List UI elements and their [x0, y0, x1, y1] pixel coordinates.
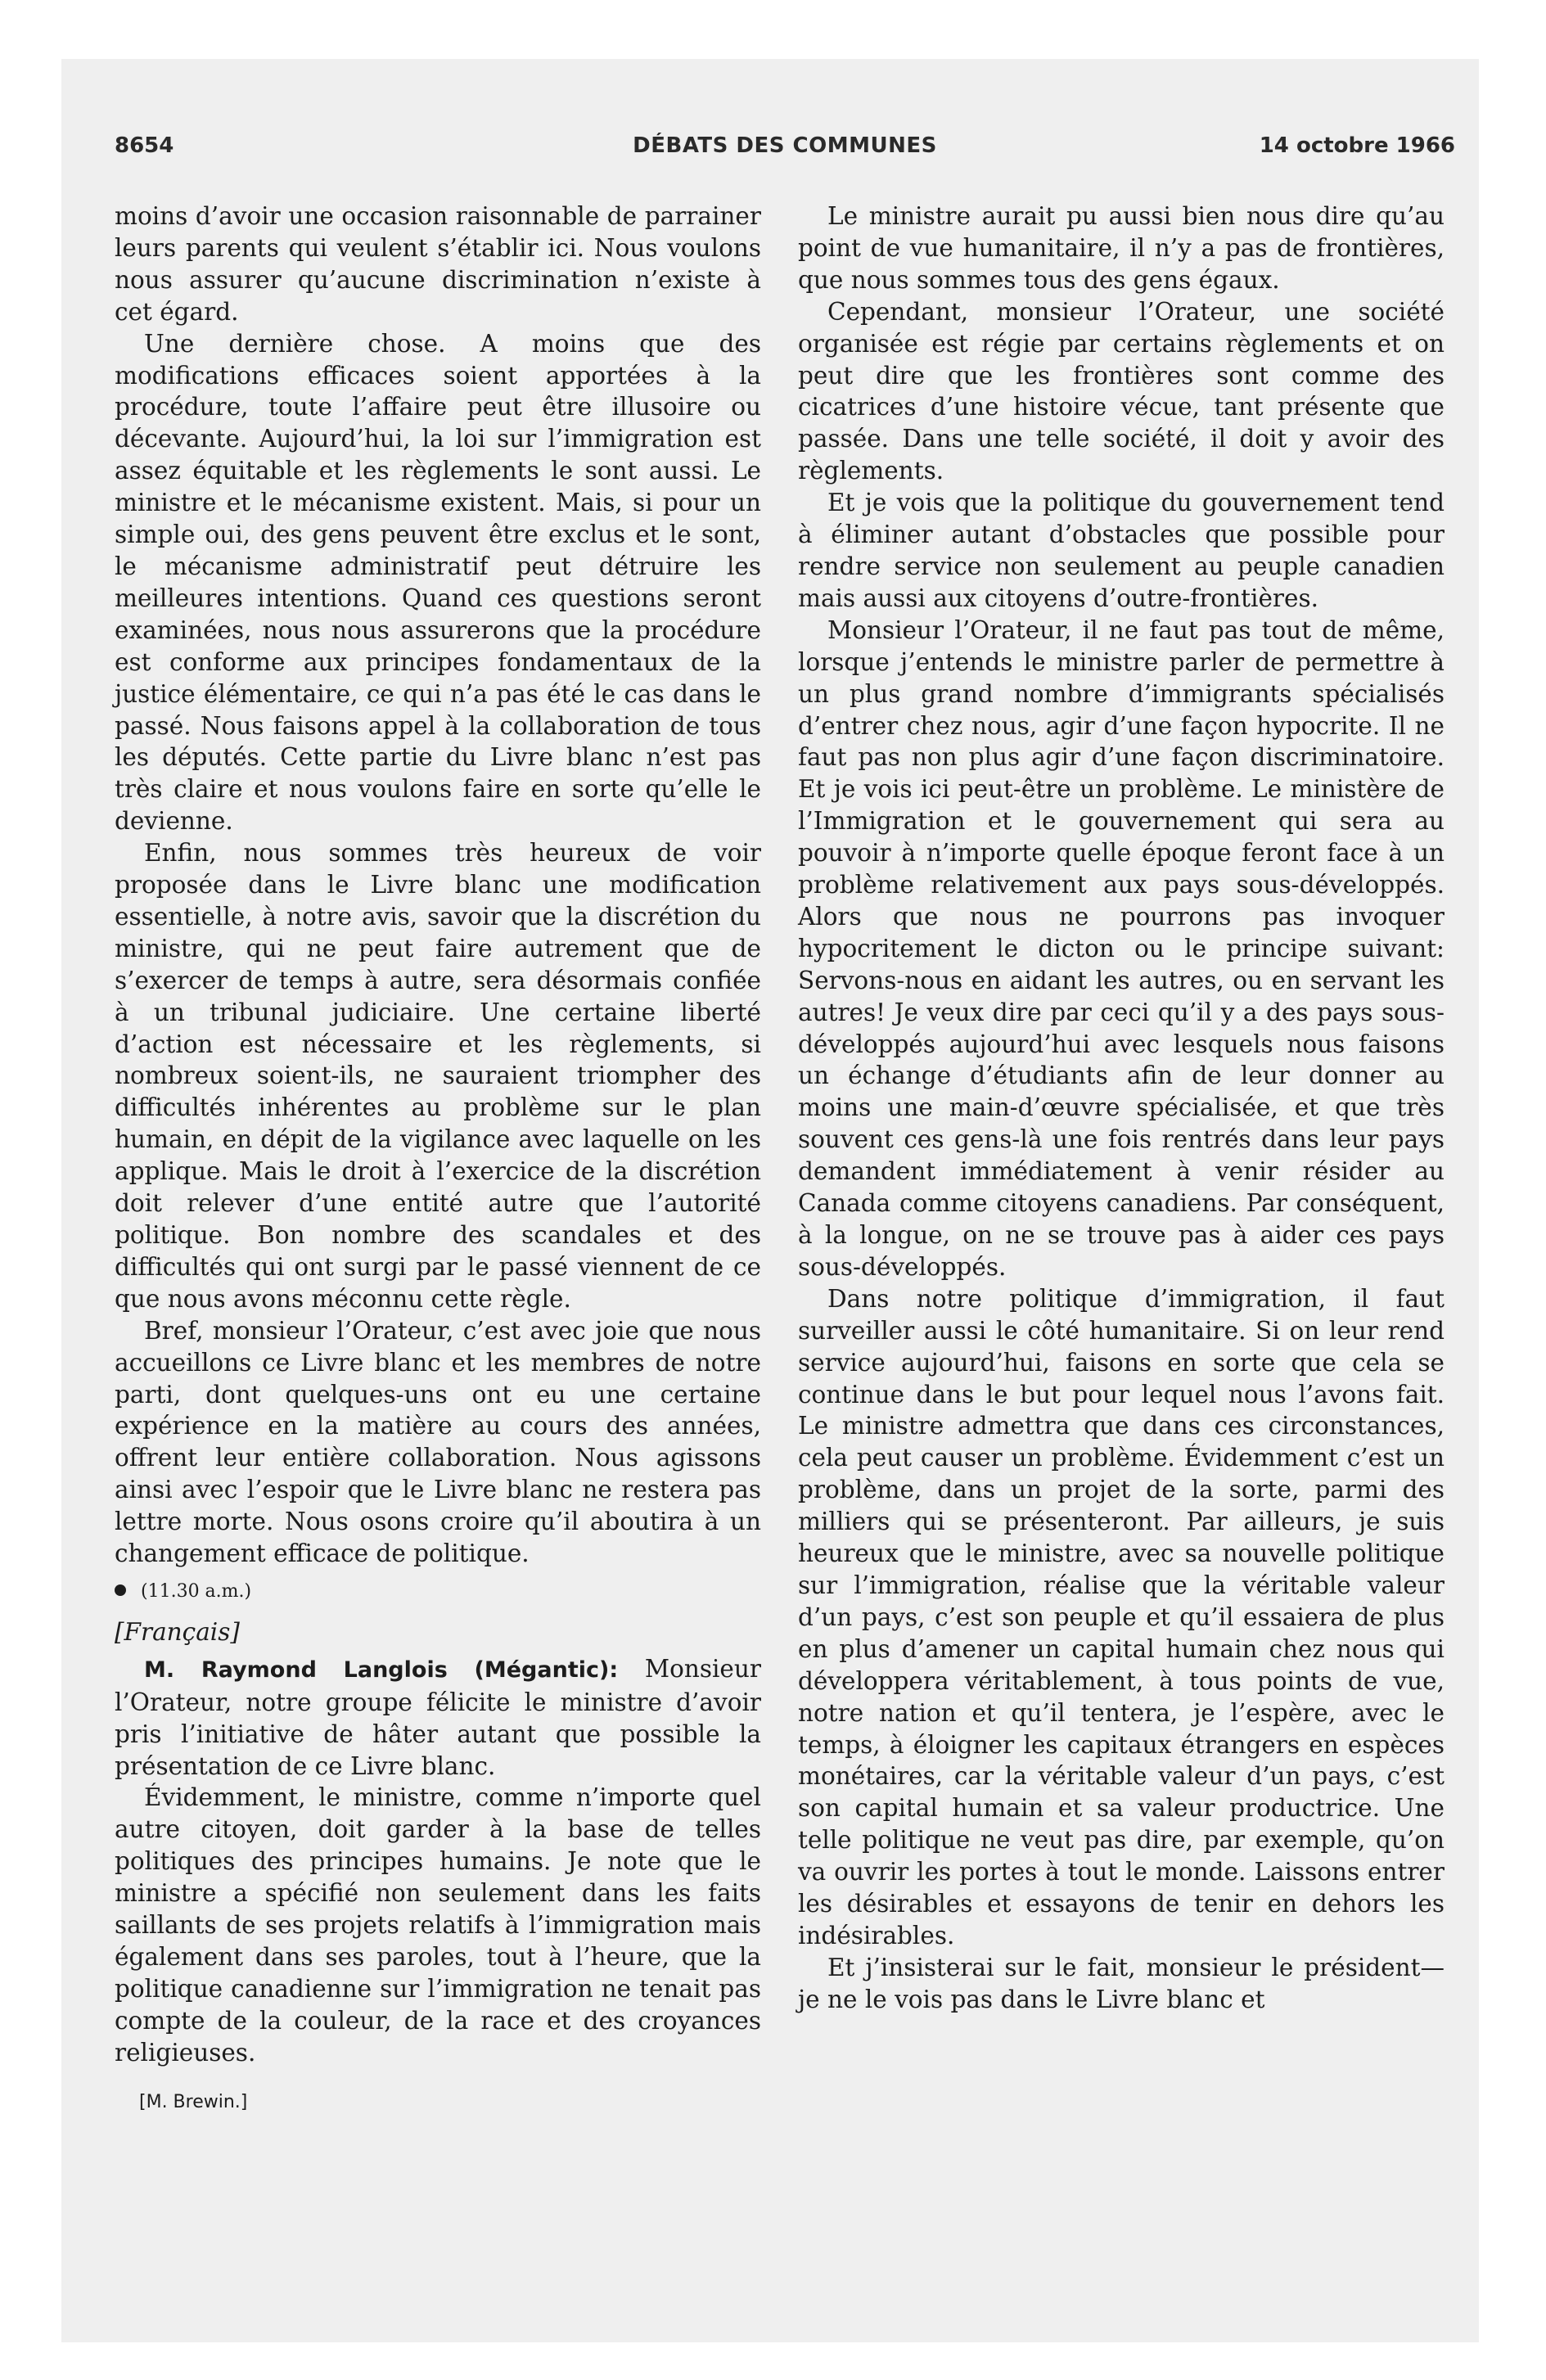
paragraph: moins d’avoir une occasion raisonnable de parrainer leurs parents qui veulent s’établir ici. Nous voulons nous assurer qu’aucune discrimination n’existe à cet égard.: [115, 202, 761, 326]
paragraph: Une dernière chose. A moins que des modifications efficaces soient apportées à la procédure, toute l’affaire peut être illusoire ou décevante. Aujourd’hui, la loi sur l’immigration est assez équitable et les règlements le sont aussi. Le ministre et le mécanisme existent. Mais, si pour un simple oui, des gens peuvent être exclus et le sont, le mécanisme administratif peut détruire les meilleures intentions. Quand ces questions seront examinées, nous nous assurerons que la procédure est conforme aux principes fondamentaux de la justice élémentaire, ce qui n’a pas été le cas dans le passé. Nous faisons appel à la collaboration de tous les députés. Cette partie du Livre blanc n’est pas très claire et nous voulons faire en sorte qu’elle le devienne.: [115, 329, 761, 836]
page-header: [115, 133, 1455, 169]
paragraph: Et je vois que la politique du gouvernement tend à éliminer autant d’obstacles que possible pour rendre service non seulement au peuple canadien mais aussi aux citoyens d’outre-frontières.: [798, 489, 1445, 612]
left-column: [115, 201, 761, 2118]
paragraph: Bref, monsieur l’Orateur, c’est avec joie que nous accueillons ce Livre blanc et les membres de notre parti, dont quelques-uns ont eu une certaine expérience en la matière au cours des années, offrent leur entière collaboration. Nous agissons ainsi avec l’espoir que le Livre blanc ne restera pas lettre morte. Nous osons croire qu’il aboutira à un changement efficace de politique.: [115, 1316, 761, 1568]
issue-date: 14 octobre 1966: [1259, 133, 1455, 158]
paragraph: Enfin, nous sommes très heureux de voir proposée dans le Livre blanc une modification essentielle, à notre avis, savoir que la discrétion du ministre, qui ne peut faire autrement que de s’exercer de temps à autre, sera désormais confiée à un tribunal judiciaire. Une certaine liberté d’action est nécessaire et les règlements, si nombreux soient-ils, ne sauraient triompher des difficultés inhérentes au problème sur le plan humain, en dépit de la vigilance avec laquelle on les applique. Mais le droit à l’exercice de la discrétion doit relever d’une entité autre que l’autorité politique. Bon nombre des scandales et des difficultés qui ont surgi par le passé viennent de ce que nous avons méconnu cette règle.: [115, 839, 761, 1313]
paragraph: Et j’insisterai sur le fait, monsieur le président—je ne le vois pas dans le Livre blanc et: [798, 1953, 1445, 2013]
time-marker: [115, 1576, 761, 1608]
paragraph: Cependant, monsieur l’Orateur, une société organisée est régie par certains règlements et on peut dire que les frontières sont comme des cicatrices d’une histoire vécue, tant présente que passée. Dans une telle société, il doit y avoir des règlements.: [798, 297, 1445, 485]
right-column: [798, 201, 1445, 2016]
footer-speaker: [M. Brewin.]: [139, 2091, 248, 2112]
time-marker-text: (11.30 a.m.): [141, 1580, 252, 1602]
paragraph: Monsieur l’Orateur, il ne faut pas tout de même, lorsque j’entends le ministre parler de permettre à un plus grand nombre d’immigrants spécialisés d’entrer chez nous, agir d’une façon hypocrite. Il ne faut pas non plus agir d’une façon discriminatoire. Et je vois ici peut-être un problème. Le ministère de l’Immigration et le gouvernement qui sera au pouvoir à n’importe quelle époque feront face à un problème relativement aux pays sous-développés. Alors que nous ne pourrons pas invoquer hypocritement le dicton ou le principe suivant: Servons-nous en aidant les autres, ou en servant les autres! Je veux dire par ceci qu’il y a des pays sous-développés aujourd’hui avec lesquels nous faisons un échange d’étudiants afin de leur donner au moins une main-d’œuvre spécialisée, et que très souvent ces gens-là une fois rentrés dans leur pays demandent immédiatement à venir résider au Canada comme citoyens canadiens. Par conséquent, à la longue, on ne se trouve pas à aider ces pays sous-développés.: [798, 615, 1445, 1281]
page-number: 8654: [115, 133, 174, 158]
speaker-paragraph: [115, 1653, 761, 1783]
language-note: [Français]: [115, 1617, 240, 1646]
journal-title: DÉBATS DES COMMUNES: [633, 133, 937, 158]
speaker-text: Monsieur l’Orateur, notre groupe félicite le ministre d’avoir pris l’initiative de hâter autant que possible la présentation de ce Livre blanc.: [115, 1654, 761, 1780]
paragraph: Le ministre aurait pu aussi bien nous dire qu’au point de vue humanitaire, il n’y a pas de frontières, que nous sommes tous des gens égaux.: [798, 202, 1445, 294]
paragraph: Évidemment, le ministre, comme n’importe quel autre citoyen, doit garder à la base de telles politiques des principes humains. Je note que le ministre a spécifié non seulement dans les faits saillants de ses projets relatifs à l’immigration mais également dans ses paroles, tout à l’heure, que la politique canadienne sur l’immigration ne tenait pas compte de la couleur, de la race et des croyances religieuses.: [115, 1783, 761, 2067]
speaker-name: M. Raymond Langlois (Mégantic):: [144, 1657, 619, 1683]
bullet-icon: [115, 1584, 126, 1596]
paragraph: Dans notre politique d’immigration, il faut surveiller aussi le côté humanitaire. Si on leur rend service aujourd’hui, faisons en sorte que cela se continue dans le but pour lequel nous l’avons fait. Le ministre admettra que dans ces circonstances, cela peut causer un problème. Évidemment c’est un problème, dans un projet de la sorte, parmi des milliers qui se présenteront. Par ailleurs, je suis heureux que le ministre, avec sa nouvelle politique sur l’immigration, réalise que la véritable valeur d’un pays, c’est son peuple et qu’il essaiera de plus en plus d’amener un capital humain chez nous qui développera véritablement, à tous points de vue, notre nation et qu’il tentera, je l’espère, avec le temps, à éloigner les capitaux étrangers en espèces monétaires, car la véritable valeur d’un pays, c’est son capital humain et sa valeur productrice. Une telle politique ne veut pas dire, par exemple, qu’on va ouvrir les portes à tout le monde. Laissons entrer les désirables et essayons de tenir en dehors les indésirables.: [798, 1284, 1445, 1950]
